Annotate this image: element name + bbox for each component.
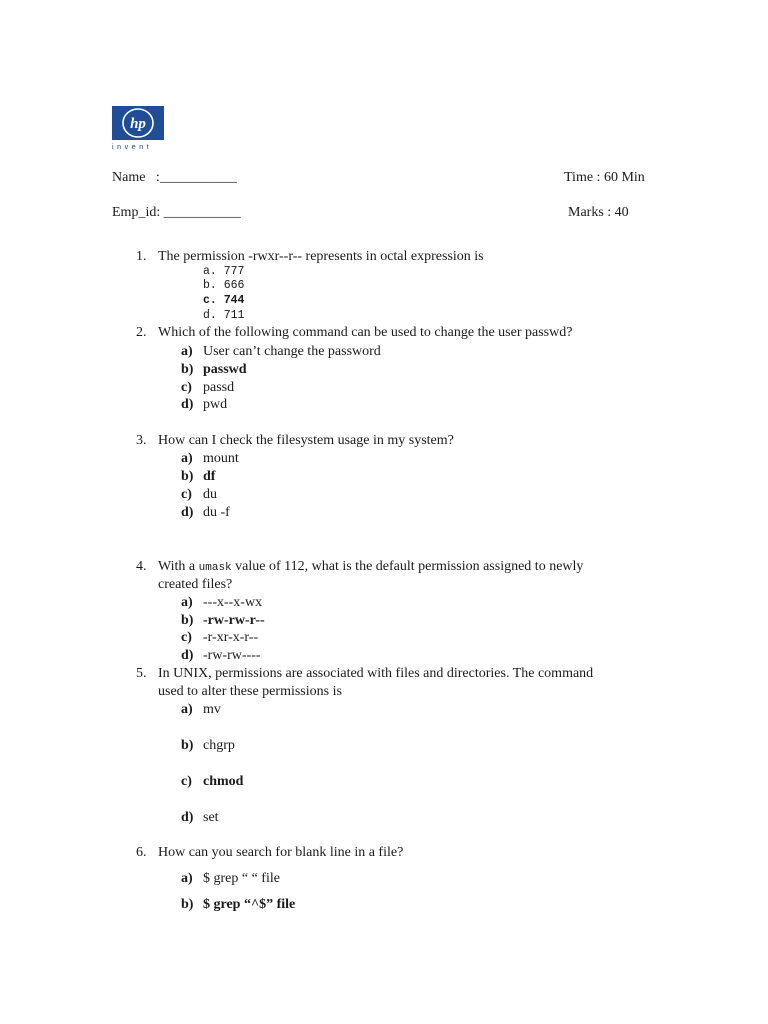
- option-letter: a): [181, 595, 193, 610]
- option-text: mount: [203, 451, 239, 466]
- option-text: -rw-rw----: [203, 648, 261, 663]
- option-text: -rw-rw-r--: [203, 613, 265, 628]
- option-text: mv: [203, 702, 221, 717]
- hp-logo: [112, 106, 168, 154]
- question-number: 2.: [136, 325, 147, 340]
- option-d: d. 711: [203, 309, 245, 322]
- option-letter: a): [181, 344, 193, 359]
- logo-tagline: invent: [112, 144, 153, 151]
- option-letter: a): [181, 451, 193, 466]
- name-blank: ___________: [159, 170, 237, 185]
- name-field: [112, 170, 237, 186]
- question-number: 1.: [136, 249, 147, 264]
- empid-label: Emp_id:: [112, 205, 164, 220]
- option-text: User can’t change the password: [203, 344, 381, 359]
- hp-logo-graphic: [112, 106, 164, 140]
- question-number: 5.: [136, 666, 147, 681]
- time-label: Time : 60 Min: [564, 170, 645, 185]
- empid-blank: ___________: [163, 205, 241, 220]
- option-text: chmod: [203, 774, 244, 789]
- option-letter: b): [181, 738, 194, 753]
- option-text: pwd: [203, 397, 228, 412]
- option-letter: b): [181, 897, 194, 912]
- option-text: du: [203, 487, 217, 502]
- question-text: Which of the following command can be used to change the user passwd?: [158, 325, 573, 340]
- question-text-line2: used to alter these permissions is: [158, 684, 342, 699]
- marks-label: Marks : 40: [568, 205, 629, 220]
- empid-field: [112, 205, 241, 221]
- hp-logo-mark: [112, 106, 164, 140]
- option-text: $ grep “ “ file: [203, 871, 280, 886]
- option-text: passwd: [203, 362, 247, 377]
- option-letter: d): [181, 397, 194, 412]
- option-letter: b): [181, 362, 194, 377]
- question-number: 3.: [136, 433, 147, 448]
- question-text: How can you search for blank line in a file?: [158, 845, 404, 860]
- option-text: chgrp: [203, 738, 235, 753]
- option-letter: b): [181, 613, 194, 628]
- option-letter: c): [181, 630, 192, 645]
- option-text: ---x--x-wx: [203, 595, 263, 610]
- option-text: -r-xr-x-r--: [203, 630, 259, 645]
- question-text: How can I check the filesystem usage in my system?: [158, 433, 454, 448]
- option-c: c. 744: [203, 294, 245, 307]
- option-letter: c): [181, 774, 192, 789]
- option-letter: a): [181, 702, 193, 717]
- option-text: passd: [203, 380, 235, 395]
- option-letter: d): [181, 648, 194, 663]
- question-number: 6.: [136, 845, 147, 860]
- option-letter: c): [181, 487, 192, 502]
- option-text: df: [203, 469, 216, 484]
- option-b: b. 666: [203, 279, 245, 292]
- option-text: $ grep “^$” file: [203, 897, 296, 912]
- option-text: set: [203, 810, 219, 825]
- option-letter: d): [181, 505, 194, 520]
- option-letter: c): [181, 380, 192, 395]
- question-text: The permission -rwxr--r-- represents in octal expression is: [158, 249, 484, 264]
- option-letter: d): [181, 810, 194, 825]
- question-text: In UNIX, permissions are associated with files and directories. The command: [158, 666, 594, 681]
- option-a: a. 777: [203, 265, 245, 278]
- option-letter: a): [181, 871, 193, 886]
- name-label: Name :: [112, 170, 160, 185]
- umask-code: umask: [198, 562, 232, 574]
- question-text: With a umask value of 112, what is the default permission assigned to newly: [158, 559, 584, 574]
- option-letter: b): [181, 469, 194, 484]
- option-text: du -f: [203, 505, 230, 520]
- hp-logo-text: hp: [130, 116, 146, 132]
- question-text-line2: created files?: [158, 577, 233, 592]
- question-number: 4.: [136, 559, 147, 574]
